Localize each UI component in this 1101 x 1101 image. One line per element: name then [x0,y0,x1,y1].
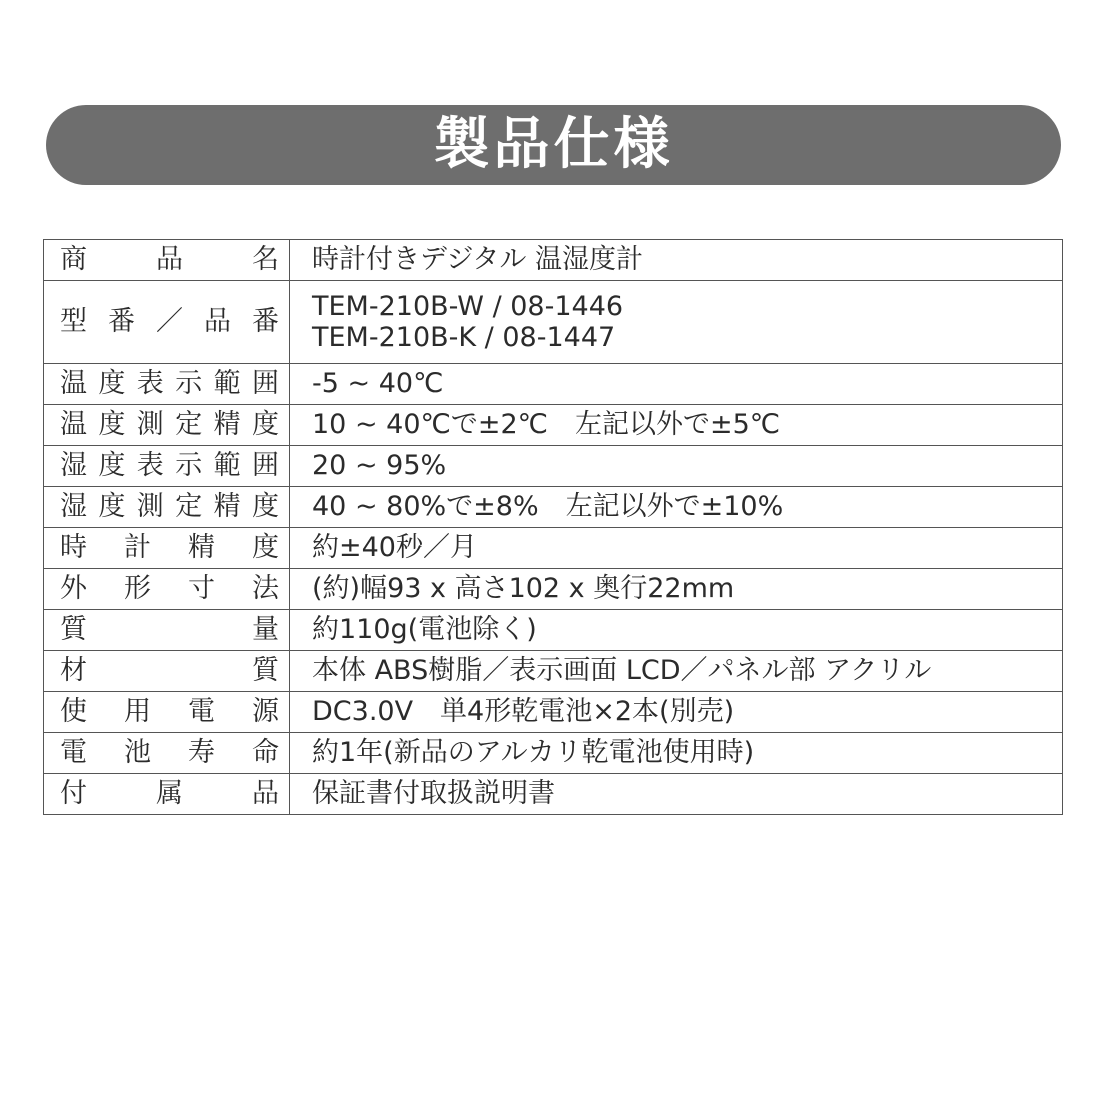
spec-label: 付属品 [60,778,279,810]
spec-label-cell [44,487,290,528]
spec-value: 保証書付取扱説明書 [312,778,555,810]
spec-table [43,239,1063,815]
spec-label-cell [44,692,290,733]
spec-value: 10 ~ 40℃で±2℃ 左記以外で±5℃ [312,409,781,441]
spec-value-cell [290,281,1063,364]
spec-row-model-number [44,281,1063,364]
spec-label-cell [44,528,290,569]
spec-label: 時計精度 [60,532,279,564]
spec-label-cell [44,240,290,281]
spec-value-cell [290,610,1063,651]
spec-value-cell [290,487,1063,528]
spec-row-temp-range [44,364,1063,405]
spec-label: 型番／品番 [60,306,279,338]
spec-value-cell [290,405,1063,446]
spec-value-cell [290,692,1063,733]
spec-value-cell [290,569,1063,610]
spec-label-cell [44,364,290,405]
spec-label-cell [44,733,290,774]
spec-value: -5 ~ 40℃ [312,368,444,400]
spec-label: 外形寸法 [60,573,279,605]
spec-row-product-name [44,240,1063,281]
spec-value: 約±40秒／月 [312,532,477,564]
spec-row-power-source [44,692,1063,733]
spec-label-cell [44,774,290,815]
spec-label: 質量 [60,614,279,646]
spec-value-cell [290,364,1063,405]
spec-value: 40 ~ 80%で±8% 左記以外で±10% [312,491,784,523]
spec-value: 本体 ABS樹脂／表示画面 LCD／パネル部 アクリル [312,655,932,687]
spec-row-temp-accuracy [44,405,1063,446]
spec-label: 商品名 [60,244,279,276]
spec-label-cell [44,281,290,364]
spec-label-cell [44,569,290,610]
spec-value: 約110g(電池除く) [312,614,537,646]
spec-value: 時計付きデジタル 温湿度計 [312,244,643,276]
spec-row-battery-life [44,733,1063,774]
spec-label-cell [44,651,290,692]
spec-value-cell [290,774,1063,815]
spec-label: 温度測定精度 [60,409,279,441]
spec-label-cell [44,405,290,446]
spec-value-cell [290,240,1063,281]
spec-value-cell [290,446,1063,487]
spec-value-cell [290,651,1063,692]
spec-row-weight [44,610,1063,651]
spec-value: TEM-210B-W / 08-1446 [312,290,624,322]
spec-value: TEM-210B-K / 08-1447 [312,322,616,353]
spec-row-humidity-range [44,446,1063,487]
spec-value-cell [290,733,1063,774]
spec-row-dimensions [44,569,1063,610]
spec-label-cell [44,446,290,487]
spec-row-material [44,651,1063,692]
spec-label: 電池寿命 [60,737,279,769]
section-title-banner [46,105,1061,185]
section-title: 製品仕様 [433,112,674,177]
spec-value: 約1年(新品のアルカリ乾電池使用時) [312,737,755,769]
spec-row-accessories [44,774,1063,815]
spec-label-cell [44,610,290,651]
spec-value-cell [290,528,1063,569]
spec-row-clock-accuracy [44,528,1063,569]
spec-value: 20 ~ 95% [312,450,447,482]
spec-label: 材質 [60,655,279,687]
spec-label: 温度表示範囲 [60,368,279,400]
spec-label: 湿度表示範囲 [60,450,279,482]
spec-label: 使用電源 [60,696,279,728]
spec-value: DC3.0V 単4形乾電池×2本(別売) [312,696,735,728]
spec-value: (約)幅93 x 高さ102 x 奥行22mm [312,573,735,605]
spec-row-humidity-accuracy [44,487,1063,528]
spec-label: 湿度測定精度 [60,491,279,523]
